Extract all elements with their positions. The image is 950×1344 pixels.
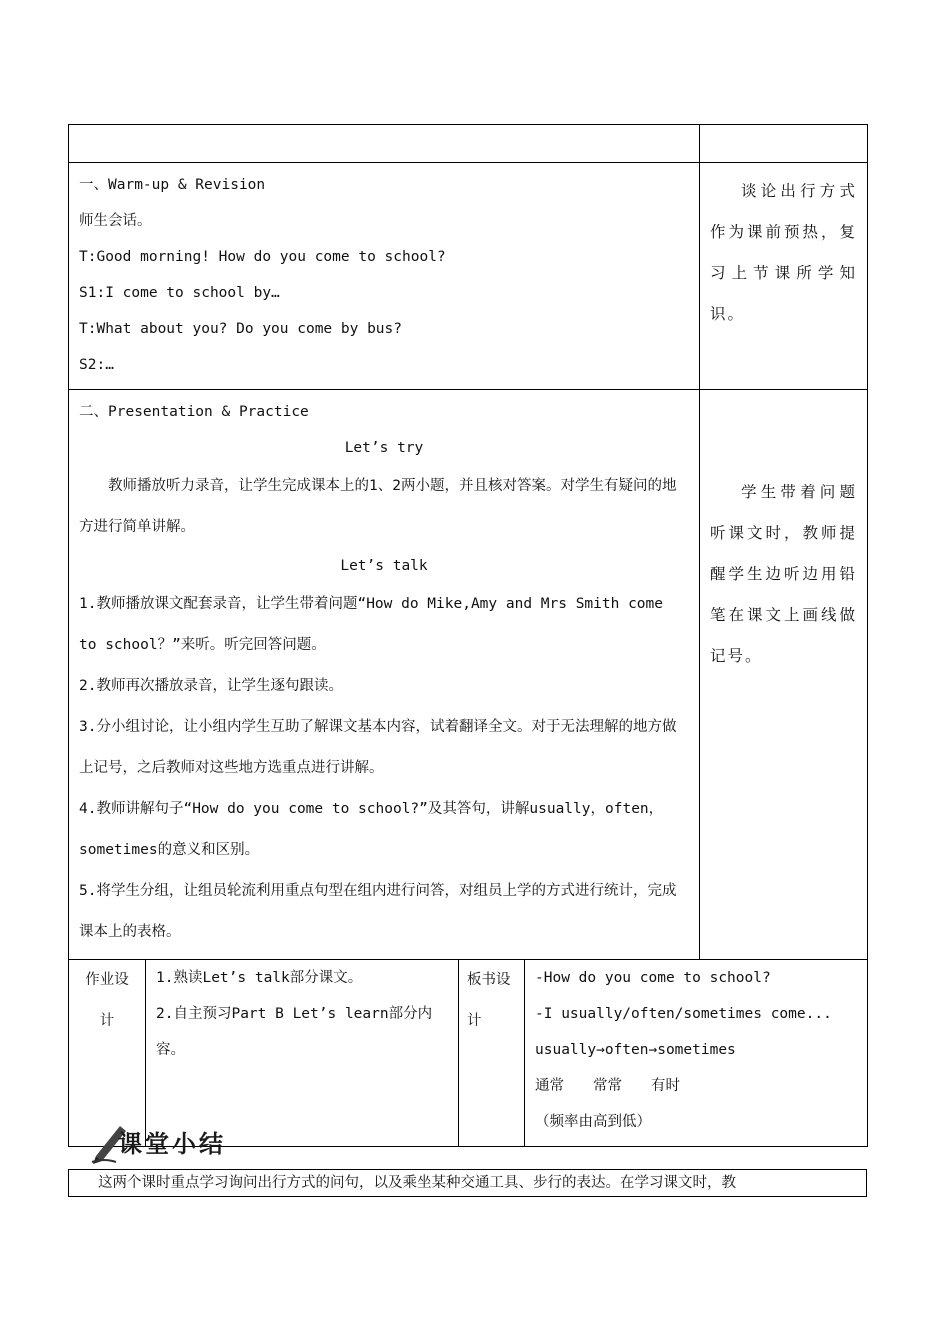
- presentation-note: 学生带着问题听课文时，教师提醒学生边听边用铅笔在课文上画线做记号。: [710, 483, 857, 665]
- board-line: （频率由高到低）: [535, 1114, 651, 1130]
- homework-label-cell: [69, 960, 146, 1147]
- warmup-line: 师生会话。: [79, 213, 152, 229]
- warmup-line: T:What about you? Do you come by bus?: [79, 321, 403, 337]
- talk-step: 2.教师再次播放录音，让学生逐句跟读。: [79, 678, 343, 694]
- lets-talk-title: Let’s talk: [340, 558, 428, 574]
- homework-board-row: [69, 960, 868, 1147]
- presentation-row: [69, 390, 868, 960]
- warmup-note: 谈论出行方式作为课前预热，复习上节课所学知识。: [710, 182, 857, 323]
- board-line: -How do you come to school?: [535, 970, 771, 986]
- homework-content-cell: [146, 960, 459, 1147]
- warmup-line: T:Good morning! How do you come to school?: [79, 249, 446, 265]
- lesson-plan-table: [68, 124, 868, 1147]
- header-row: [69, 125, 868, 163]
- warmup-line: S2:…: [79, 357, 114, 373]
- talk-step: 5.将学生分组，让组员轮流利用重点句型在组内进行问答，对组员上学的方式进行统计，完成课本上的表格。: [79, 883, 677, 940]
- homework-label: 作业设计: [85, 972, 129, 1029]
- warmup-line: S1:I come to school by…: [79, 285, 280, 301]
- warmup-heading: 一、Warm-up & Revision: [79, 177, 266, 193]
- board-content-cell: [525, 960, 868, 1147]
- board-label: 板书设计: [467, 972, 511, 1029]
- presentation-heading: 二、Presentation & Practice: [79, 404, 309, 420]
- talk-step: 3.分小组讨论，让小组内学生互助了解课文基本内容，试着翻译全文。对于无法理解的地方做上记号，之后教师对这些地方选重点进行讲解。: [79, 719, 677, 776]
- talk-step: 1.教师播放课文配套录音，让学生带着问题“How do Mike,Amy and Mrs Smith come to school？”来听。听完回答问题。: [79, 596, 663, 653]
- lets-try-text: 教师播放听力录音，让学生完成课本上的1、2两小题，并且核对答案。对学生有疑问的地方进行简单讲解。: [79, 478, 677, 535]
- homework-item: 2.自主预习Part B Let’s learn部分内容。: [156, 1006, 433, 1058]
- presentation-cell: [69, 390, 700, 960]
- warmup-note-cell: [700, 163, 868, 390]
- board-line: -I usually/often/sometimes come...: [535, 1006, 832, 1022]
- summary-text: 这两个课时重点学习询问出行方式的问句，以及乘坐某种交通工具、步行的表达。在学习课文时，教: [68, 1169, 867, 1197]
- header-blank-cell: [69, 125, 700, 163]
- board-label-cell: [459, 960, 525, 1147]
- board-line: 通常 常常 有时: [535, 1078, 680, 1094]
- board-line: usually→often→sometimes: [535, 1042, 736, 1058]
- homework-item: 1.熟读Let’s talk部分课文。: [156, 970, 363, 986]
- lets-try-title: Let’s try: [344, 440, 424, 456]
- talk-step: 4.教师讲解句子“How do you come to school?”及其答句，讲解usually，often，sometimes的意义和区别。: [79, 801, 664, 858]
- header-note-blank-cell: [700, 125, 868, 163]
- warmup-row: [69, 163, 868, 390]
- presentation-note-cell: [700, 390, 868, 960]
- summary-heading: [90, 1120, 250, 1166]
- warmup-cell: [69, 163, 700, 390]
- summary-title: 课堂小结: [118, 1129, 226, 1158]
